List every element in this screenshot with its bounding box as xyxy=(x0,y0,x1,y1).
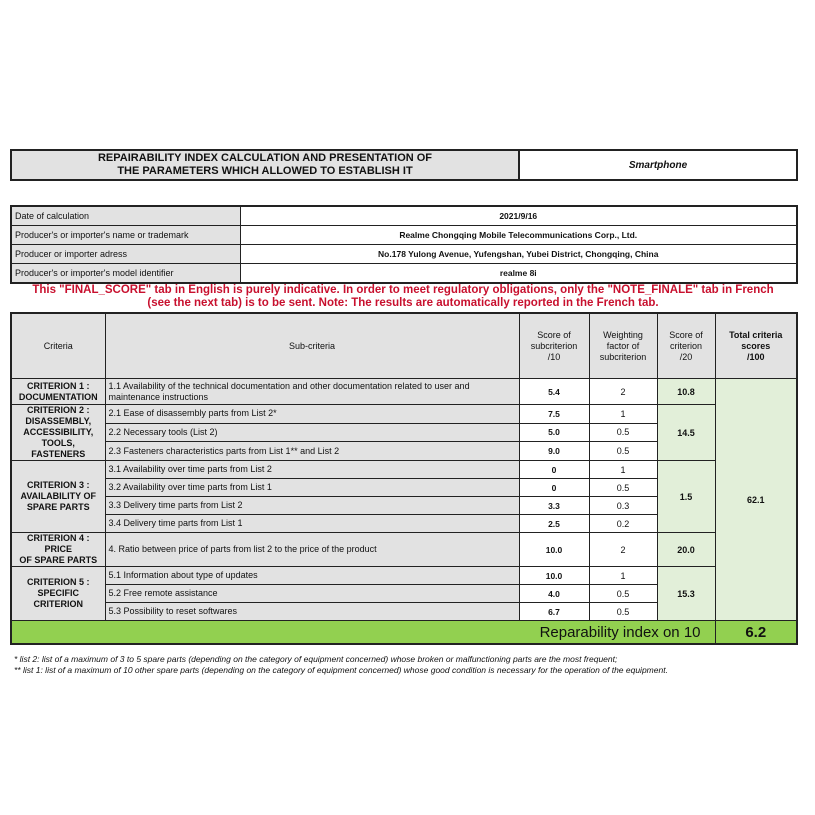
criterion-score-header xyxy=(657,313,715,379)
header-line: /100 xyxy=(746,351,765,362)
notice-line-1: This "FINAL_SCORE" tab in English is purely indicative. In order to meet regulatory obligations, only the "NOTE_FINALE" tab in French xyxy=(32,284,774,296)
info-value: No.178 Yulong Avenue, Yufengshan, Yubei District, Chongqing, China xyxy=(240,245,797,264)
info-row-model xyxy=(11,264,797,284)
weighting-factor: 0.5 xyxy=(589,585,657,603)
info-label: Date of calculation xyxy=(11,206,240,226)
header-line: /10 xyxy=(547,351,561,362)
weighting-factor: 0.3 xyxy=(589,497,657,515)
info-row-name xyxy=(11,226,797,245)
scores-table xyxy=(10,312,798,645)
criterion-1-name xyxy=(11,379,105,405)
subcriterion-score: 0 xyxy=(519,461,589,479)
criterion-5-name xyxy=(11,567,105,621)
table-row xyxy=(11,461,797,479)
reparability-index-label: Reparability index on 10 xyxy=(11,621,715,645)
info-value: Realme Chongqing Mobile Telecommunications Corp., Ltd. xyxy=(240,226,797,245)
criterion-line: TOOLS, FASTENERS xyxy=(31,438,86,459)
table-row xyxy=(11,405,797,424)
subcriterion-score-header xyxy=(519,313,589,379)
criterion-line: CRITERION 2 : xyxy=(26,405,90,415)
criterion-line: CRITERION 1 : xyxy=(26,380,90,391)
criterion-score: 1.5 xyxy=(657,461,715,533)
info-row-address xyxy=(11,245,797,264)
header-line: /20 xyxy=(679,351,693,362)
total-header xyxy=(715,313,797,379)
subcriterion-line: 1.1 Availability of the technical documentation and other documentation related to user and xyxy=(108,380,470,391)
total-criteria-score: 62.1 xyxy=(715,379,797,621)
subcriterion-score: 0 xyxy=(519,479,589,497)
subcriterion-label: 3.2 Availability over time parts from List 1 xyxy=(105,479,519,497)
header-line: factor of xyxy=(606,340,640,351)
weighting-header xyxy=(589,313,657,379)
document-title xyxy=(11,150,519,180)
weighting-factor: 2 xyxy=(589,533,657,567)
footnote-list-2: * list 2: list of a maximum of 3 to 5 spare parts (depending on the category of equipment concerned) whose broken or malfunctioning parts are the most frequent; xyxy=(14,654,618,664)
criterion-line: DOCUMENTATION xyxy=(18,391,98,402)
criterion-line: DISASSEMBLY, xyxy=(25,416,92,426)
header-line: Total criteria xyxy=(729,329,783,340)
subcriterion-label: 3.3 Delivery time parts from List 2 xyxy=(105,497,519,515)
header-line: subcriterion xyxy=(599,351,647,362)
weighting-factor: 1 xyxy=(589,405,657,424)
final-row xyxy=(11,621,797,645)
subcriterion-score: 5.4 xyxy=(519,379,589,405)
subcriterion-score: 10.0 xyxy=(519,567,589,585)
weighting-factor: 0.5 xyxy=(589,423,657,442)
info-value: realme 8i xyxy=(240,264,797,284)
header-line: criterion xyxy=(669,340,702,351)
table-row xyxy=(11,379,797,405)
weighting-factor: 0.5 xyxy=(589,603,657,621)
info-table xyxy=(10,205,798,284)
criterion-score: 15.3 xyxy=(657,567,715,621)
criterion-line: SPECIFIC CRITERION xyxy=(33,588,83,609)
reparability-index-value: 6.2 xyxy=(715,621,797,645)
header-table xyxy=(10,149,798,181)
subcriterion-score: 7.5 xyxy=(519,405,589,424)
footnotes xyxy=(14,654,804,676)
subcriterion-score: 9.0 xyxy=(519,442,589,461)
subcriterion-label: 2.3 Fasteners characteristics parts from List 1** and List 2 xyxy=(105,442,519,461)
subcriterion-label: 3.1 Availability over time parts from List 2 xyxy=(105,461,519,479)
criterion-2-name xyxy=(11,405,105,461)
subcriterion-score: 5.0 xyxy=(519,423,589,442)
regulatory-notice xyxy=(10,284,796,310)
title-line-1: REPAIRABILITY INDEX CALCULATION AND PRESENTATION OF xyxy=(97,152,433,164)
subcriterion-label: 2.2 Necessary tools (List 2) xyxy=(105,423,519,442)
info-label: Producer's or importer's name or trademark xyxy=(11,226,240,245)
subcriteria-header: Sub-criteria xyxy=(105,313,519,379)
subcriterion-score: 4.0 xyxy=(519,585,589,603)
subcriterion-label: 5.2 Free remote assistance xyxy=(105,585,519,603)
table-row xyxy=(11,533,797,567)
weighting-factor: 1 xyxy=(589,567,657,585)
info-label: Producer or importer adress xyxy=(11,245,240,264)
notice-line-2: (see the next tab) is to be sent. Note: The results are automatically reported in the French tab. xyxy=(147,297,659,309)
footnote-list-1: ** list 1: list of a maximum of 10 other spare parts (depending on the category of equipment concerned) whose good condition is necessary for the operation of the equipment. xyxy=(14,665,668,675)
header-line: Score of xyxy=(669,329,703,340)
criterion-line: CRITERION 5 : xyxy=(26,577,90,587)
criterion-score: 14.5 xyxy=(657,405,715,461)
header-line: subcriterion xyxy=(530,340,578,351)
criterion-4-name xyxy=(11,533,105,567)
criterion-3-name xyxy=(11,461,105,533)
subcriterion-label: 4. Ratio between price of parts from list 2 to the price of the product xyxy=(105,533,519,567)
header-line: scores xyxy=(741,340,771,351)
info-label: Producer's or importer's model identifier xyxy=(11,264,240,284)
table-row xyxy=(11,567,797,585)
criterion-line: ACCESSIBILITY, xyxy=(23,427,94,437)
weighting-factor: 1 xyxy=(589,461,657,479)
criteria-header: Criteria xyxy=(11,313,105,379)
criterion-score: 10.8 xyxy=(657,379,715,405)
subcriterion-label: 5.3 Possibility to reset softwares xyxy=(105,603,519,621)
subcriterion-score: 3.3 xyxy=(519,497,589,515)
subcriterion-label xyxy=(105,379,519,405)
subcriterion-label: 2.1 Ease of disassembly parts from List 2* xyxy=(105,405,519,424)
weighting-factor: 0.5 xyxy=(589,479,657,497)
criterion-line: OF SPARE PARTS xyxy=(19,555,98,565)
info-row-date xyxy=(11,206,797,226)
criterion-line: AVAILABILITY OF xyxy=(20,491,96,501)
subcriterion-label: 3.4 Delivery time parts from List 1 xyxy=(105,515,519,533)
criterion-score: 20.0 xyxy=(657,533,715,567)
criterion-line: SPARE PARTS xyxy=(26,502,90,512)
subcriterion-score: 10.0 xyxy=(519,533,589,567)
header-line: Score of xyxy=(537,329,571,340)
weighting-factor: 0.5 xyxy=(589,442,657,461)
weighting-factor: 0.2 xyxy=(589,515,657,533)
weighting-factor: 2 xyxy=(589,379,657,405)
subcriterion-score: 6.7 xyxy=(519,603,589,621)
criterion-line: CRITERION 4 : PRICE xyxy=(26,533,90,554)
title-line-2: THE PARAMETERS WHICH ALLOWED TO ESTABLISH IT xyxy=(117,165,413,177)
criterion-line: CRITERION 3 : xyxy=(26,480,90,490)
info-value: 2021/9/16 xyxy=(240,206,797,226)
header-line: Weighting xyxy=(603,329,643,340)
subcriterion-score: 2.5 xyxy=(519,515,589,533)
subcriterion-label: 5.1 Information about type of updates xyxy=(105,567,519,585)
subcriterion-line: maintenance instructions xyxy=(108,391,209,402)
product-category: Smartphone xyxy=(519,150,797,180)
